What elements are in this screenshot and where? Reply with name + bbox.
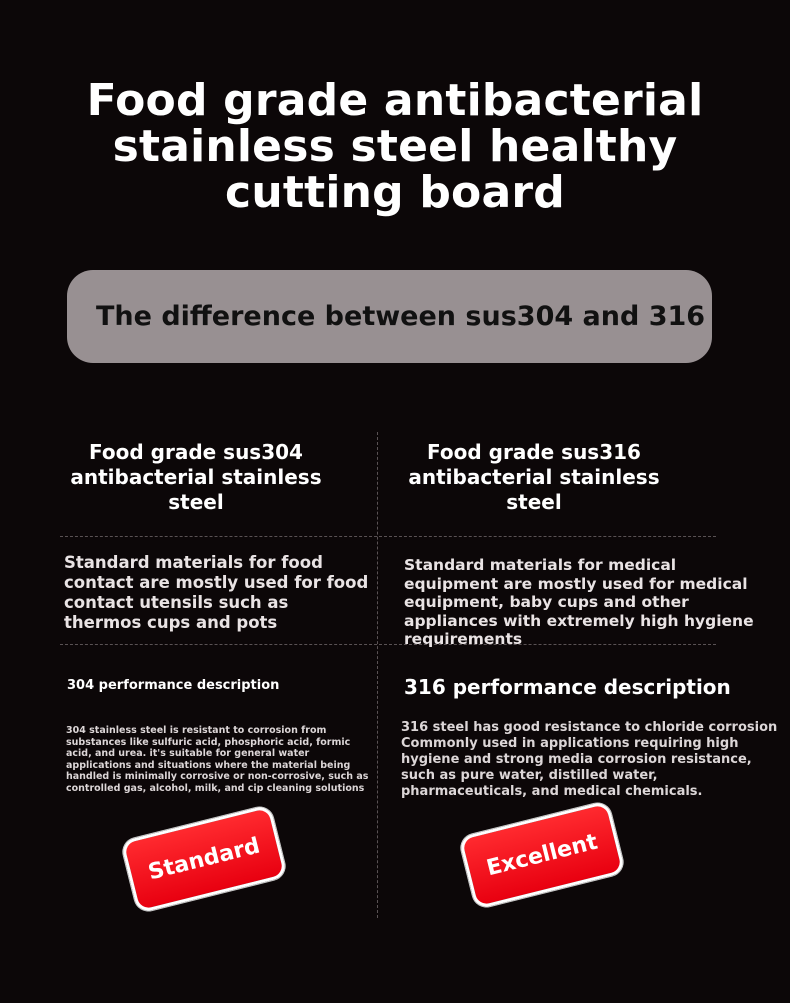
excellent-badge-label: Excellent [483,829,601,881]
standard-badge-label: Standard [145,833,263,885]
sus304-performance-text: 304 stainless steel is resistant to corrosion from substances like sulfuric acid, phosphoric acid, formic acid, and urea. it's suitable for general water applications and situations where the material being handled is minimally corrosive or non-corrosive, such as controlled gas, alcohol, milk, and cip cleaning solutions [66,725,369,794]
sus316-performance-text: 316 steel has good resistance to chloride corrosion Commonly used in applications requiring high hygiene and strong media corrosion resistance, such as pure water, distilled water, pharmaceuticals, and medical chemicals. [401,720,778,799]
sus316-heading: Food grade sus316 antibacterial stainless steel [408,440,660,514]
column-divider [377,432,378,918]
row-divider-top [60,536,716,537]
page-title: Food grade antibacterial stainless steel healthy cutting board [86,75,704,218]
excellent-badge [458,800,625,909]
standard-badge [120,804,287,913]
sus316-use-text: Standard materials for medical equipment are mostly used for medical equipment, baby cups and other appliances with extremely high hygiene requirements [404,556,754,648]
sus304-heading: Food grade sus304 antibacterial stainless steel [70,440,322,514]
sus316-performance-title: 316 performance description [404,675,731,699]
sus304-performance-title: 304 performance description [67,678,280,693]
subtitle-banner [67,270,712,363]
subtitle-text: The difference between sus304 and 316 [96,301,706,332]
sus304-use-text: Standard materials for food contact are mostly used for food contact utensils such as thermos cups and pots [64,553,369,632]
